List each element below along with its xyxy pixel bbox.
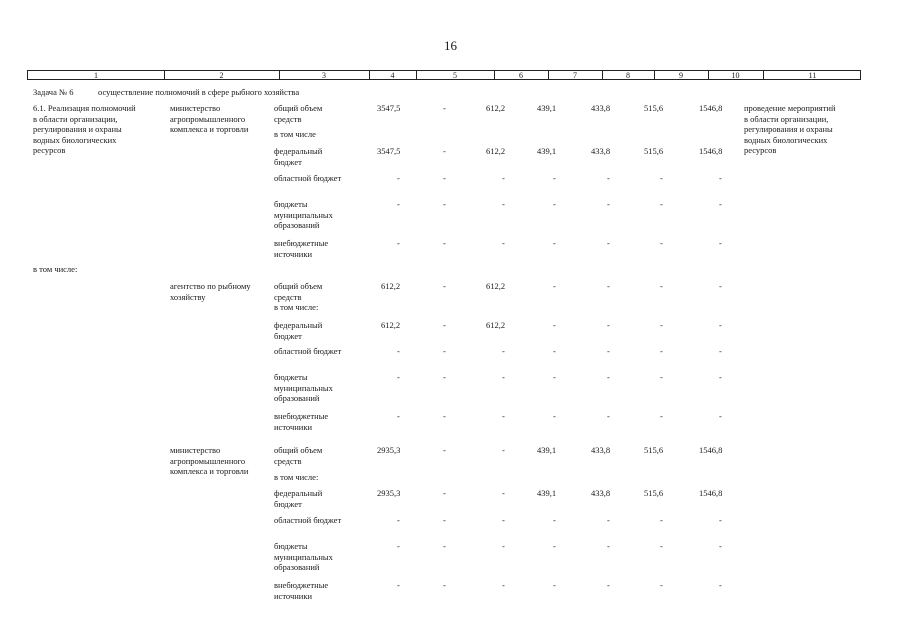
value-cell: - — [660, 411, 663, 421]
column-number: 1 — [94, 71, 98, 80]
executor-name: агропромышленного — [170, 455, 246, 466]
task-label: Задача № 6 — [33, 87, 74, 97]
value-cell: - — [719, 580, 722, 590]
column-number: 8 — [626, 71, 630, 80]
value-cell: - — [607, 238, 610, 248]
value-cell: - — [607, 372, 610, 382]
funding-source: источники — [274, 590, 313, 601]
value-cell: - — [443, 541, 446, 551]
funding-source: общий объем — [274, 445, 323, 455]
value-cell: 1546,8 — [699, 488, 723, 498]
funding-source: в том числе: — [274, 302, 319, 312]
value-cell: 612,2 — [381, 320, 401, 330]
funding-source: образований — [274, 220, 320, 230]
value-cell: - — [443, 238, 446, 248]
value-cell: - — [397, 173, 400, 183]
funding-source: источники — [274, 421, 313, 432]
funding-source: федеральный — [274, 320, 323, 330]
value-cell: - — [553, 173, 556, 183]
value-cell: - — [553, 320, 556, 330]
value-cell: - — [553, 199, 556, 209]
column-number: 5 — [453, 71, 457, 80]
value-cell: - — [719, 238, 722, 248]
value-cell: 2935,3 — [377, 445, 401, 455]
value-cell: 433,8 — [591, 146, 611, 156]
executor-name: комплекса и торговли — [170, 124, 249, 134]
value-cell: - — [397, 541, 400, 551]
value-cell: 439,1 — [537, 146, 557, 156]
value-cell: - — [553, 541, 556, 551]
value-cell: 3547,5 — [377, 146, 401, 156]
expected-result: проведение мероприятий — [744, 103, 836, 113]
value-cell: 439,1 — [537, 445, 557, 455]
value-cell: - — [502, 488, 505, 498]
funding-source: внебюджетные — [274, 580, 329, 590]
funding-source: образований — [274, 562, 320, 572]
measure-name: ресурсов — [33, 145, 66, 155]
value-cell: - — [443, 346, 446, 356]
value-cell: - — [607, 411, 610, 421]
value-cell: - — [397, 372, 400, 382]
value-cell: 612,2 — [486, 320, 506, 330]
value-cell: - — [443, 103, 446, 113]
value-cell: - — [502, 411, 505, 421]
value-cell: - — [553, 238, 556, 248]
executor-name: агентство по рыбному — [170, 281, 251, 291]
funding-source: в том числе — [274, 129, 316, 139]
funding-source: областной бюджет — [274, 173, 342, 183]
value-cell: 1546,8 — [699, 146, 723, 156]
executor-name: министерство — [170, 445, 221, 455]
funding-source: бюджеты — [274, 199, 308, 209]
value-cell: - — [502, 541, 505, 551]
value-cell: - — [502, 346, 505, 356]
value-cell: - — [607, 515, 610, 525]
funding-source: бюджеты — [274, 372, 308, 382]
task-title: осуществление полномочий в сфере рыбного хозяйства — [98, 87, 300, 97]
funding-source: бюджет — [274, 330, 302, 341]
value-cell: - — [660, 173, 663, 183]
column-number: 4 — [390, 71, 395, 80]
funding-source: общий объем — [274, 281, 323, 291]
value-cell: - — [719, 515, 722, 525]
value-cell: - — [660, 199, 663, 209]
value-cell: - — [660, 281, 663, 291]
funding-source: бюджеты — [274, 541, 308, 551]
funding-source: муниципальных — [274, 382, 333, 393]
funding-source: федеральный — [274, 488, 323, 498]
value-cell: 612,2 — [486, 281, 506, 291]
value-cell: - — [719, 199, 722, 209]
value-cell: 439,1 — [537, 103, 557, 113]
value-cell: - — [502, 238, 505, 248]
funding-source: внебюджетные — [274, 411, 329, 421]
funding-source: федеральный — [274, 146, 323, 156]
value-cell: - — [443, 320, 446, 330]
value-cell: 515,6 — [644, 103, 664, 113]
page-number: 16 — [444, 38, 457, 53]
value-cell: - — [719, 346, 722, 356]
column-number: 11 — [808, 71, 817, 80]
value-cell: - — [553, 281, 556, 291]
value-cell: 2935,3 — [377, 488, 401, 498]
value-cell: - — [443, 445, 446, 455]
value-cell: - — [443, 488, 446, 498]
funding-source: бюджет — [274, 156, 302, 167]
measure-name: водных биологических — [33, 134, 117, 145]
value-cell: - — [553, 580, 556, 590]
executor-name: комплекса и торговли — [170, 466, 249, 476]
value-cell: - — [502, 580, 505, 590]
funding-source: бюджет — [274, 498, 302, 509]
funding-source: областной бюджет — [274, 346, 342, 356]
column-number-header — [27, 70, 861, 80]
value-cell: 612,2 — [486, 103, 506, 113]
value-cell: - — [719, 541, 722, 551]
including-label: в том числе: — [33, 264, 78, 274]
value-cell: - — [553, 346, 556, 356]
measure-name: 6.1. Реализация полномочий — [33, 103, 136, 113]
expected-result: водных биологических — [744, 134, 828, 145]
measure-name: регулирования и охраны — [33, 124, 122, 134]
executor-name: министерство — [170, 103, 221, 113]
value-cell: - — [607, 281, 610, 291]
value-cell: - — [502, 173, 505, 183]
value-cell: - — [607, 346, 610, 356]
value-cell: - — [660, 372, 663, 382]
value-cell: - — [607, 173, 610, 183]
value-cell: 433,8 — [591, 445, 611, 455]
funding-source: муниципальных — [274, 209, 333, 220]
funding-source: внебюджетные — [274, 238, 329, 248]
value-cell: - — [502, 445, 505, 455]
value-cell: - — [719, 372, 722, 382]
value-cell: - — [719, 281, 722, 291]
funding-source: областной бюджет — [274, 515, 342, 525]
value-cell: - — [660, 320, 663, 330]
value-cell: - — [443, 515, 446, 525]
measure-name: в области организации, — [33, 113, 118, 124]
value-cell: - — [553, 372, 556, 382]
value-cell: - — [397, 411, 400, 421]
executor-name: агропромышленного — [170, 113, 246, 124]
value-cell: - — [607, 199, 610, 209]
value-cell: - — [502, 199, 505, 209]
value-cell: - — [397, 580, 400, 590]
value-cell: - — [553, 411, 556, 421]
value-cell: - — [607, 320, 610, 330]
value-cell: 3547,5 — [377, 103, 401, 113]
funding-source: средств — [274, 455, 302, 466]
funding-source: в том числе: — [274, 472, 319, 482]
value-cell: 433,8 — [591, 103, 611, 113]
value-cell: 439,1 — [537, 488, 557, 498]
value-cell: - — [443, 580, 446, 590]
value-cell: 515,6 — [644, 488, 664, 498]
expected-result: в области организации, — [744, 113, 829, 124]
executor-name: хозяйству — [170, 291, 206, 302]
funding-source: общий объем — [274, 103, 323, 113]
value-cell: - — [397, 515, 400, 525]
column-number: 2 — [219, 71, 224, 80]
value-cell: - — [443, 281, 446, 291]
funding-source: средств — [274, 113, 302, 124]
value-cell: - — [607, 541, 610, 551]
value-cell: - — [719, 173, 722, 183]
funding-source: средств — [274, 291, 302, 302]
expected-result: ресурсов — [744, 145, 777, 155]
column-number: 10 — [731, 71, 740, 80]
funding-source: муниципальных — [274, 551, 333, 562]
value-cell: 515,6 — [644, 146, 664, 156]
value-cell: - — [443, 146, 446, 156]
value-cell: - — [397, 199, 400, 209]
value-cell: - — [397, 238, 400, 248]
column-number: 9 — [679, 71, 683, 80]
funding-source: образований — [274, 393, 320, 403]
value-cell: - — [660, 238, 663, 248]
value-cell: 612,2 — [381, 281, 401, 291]
value-cell: - — [502, 372, 505, 382]
expected-result: регулирования и охраны — [744, 124, 833, 134]
value-cell: - — [443, 411, 446, 421]
value-cell: - — [397, 346, 400, 356]
column-number: 3 — [322, 71, 326, 80]
value-cell: 433,8 — [591, 488, 611, 498]
value-cell: - — [719, 411, 722, 421]
value-cell: - — [553, 515, 556, 525]
value-cell: - — [502, 515, 505, 525]
value-cell: - — [660, 541, 663, 551]
value-cell: - — [660, 515, 663, 525]
value-cell: - — [443, 372, 446, 382]
value-cell: - — [660, 580, 663, 590]
value-cell: 1546,8 — [699, 445, 723, 455]
column-number: 6 — [519, 71, 523, 80]
column-number: 7 — [573, 71, 577, 80]
funding-source: источники — [274, 248, 313, 259]
value-cell: 515,6 — [644, 445, 664, 455]
value-cell: - — [443, 199, 446, 209]
value-cell: - — [443, 173, 446, 183]
value-cell: - — [719, 320, 722, 330]
value-cell: - — [607, 580, 610, 590]
value-cell: - — [660, 346, 663, 356]
value-cell: 1546,8 — [699, 103, 723, 113]
value-cell: 612,2 — [486, 146, 506, 156]
